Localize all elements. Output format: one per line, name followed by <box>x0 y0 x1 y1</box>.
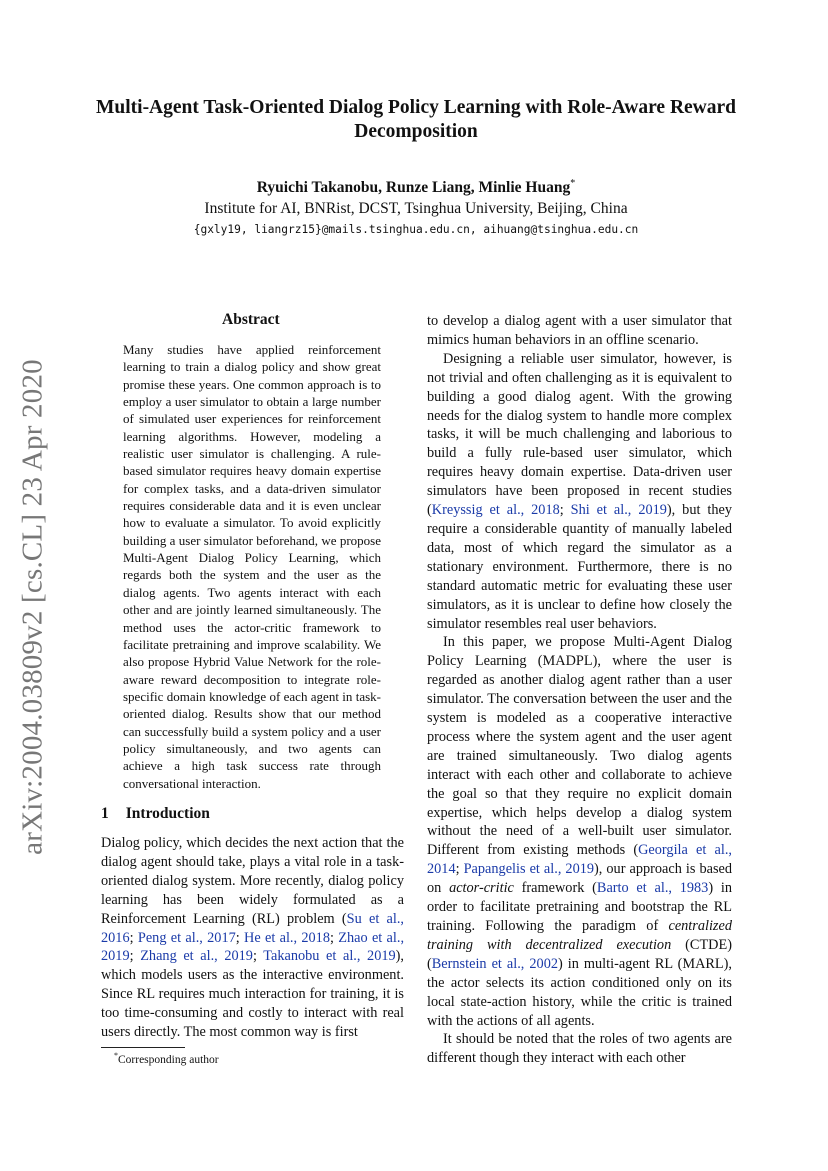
citation-link[interactable]: Papangelis et al., 2019 <box>463 861 595 878</box>
paragraph-text: In this paper, we propose Multi-Agent Dialog Policy Learning (MADPL), where the user is regarded as another dialog agent rather than a user simulator. The conversation between the user and the system is modeled as a cooperative interactive process where the system agent and the user agent are trained simultaneously. Two dialog agents interact with each other and collaborate to achieve the goal so that they require no explicit domain expertise, which helps develop a dialog system without the need of a well-built user simulator. Different from existing methods ( <box>427 634 732 859</box>
paper-title: Multi-Agent Task-Oriented Dialog Policy Learning with Role-Aware Reward Decomposition <box>95 97 737 142</box>
citation-link[interactable]: Kreyssig et al., 2018 <box>431 502 560 519</box>
paragraph-text: Designing a reliable user simulator, however, is not trivial and often challenging as it is equivalent to building a good dialog agent. With the growing needs for the dialog system to handle more complex tasks, it will be much challenging and laborious to build a fully rule-based user simulator, which requires heavy domain expertise. Data-driven user simulators have been proposed in recent studies ( <box>427 350 732 519</box>
citation-link[interactable]: He et al., 2018 <box>244 929 330 946</box>
citation-link[interactable]: Su et al., 2016 <box>101 910 404 946</box>
right-paragraph-0: to develop a dialog agent with a user simulator that mimics human behaviors in an offline scenario. <box>427 313 732 348</box>
author-affiliation: Institute for AI, BNRist, DCST, Tsinghua University, Beijing, China <box>204 200 628 217</box>
paragraph-text: ) in multi-agent RL (MARL), the actor selects its action conditioned only on its local state-action history, while the critic is trained with the actions of all agents. <box>427 955 732 1029</box>
paragraph-text: Dialog policy, which decides the next action that the dialog agent should take, plays a vital role in a task-oriented dialog system. More recently, dialog policy learning has been widely formulated as a Reinforcement Learning (RL) problem ( <box>101 835 404 927</box>
citation-link[interactable]: Barto et al., 1983 <box>596 880 709 897</box>
footnote <box>114 1051 219 1066</box>
citation-link[interactable]: Georgila et al., 2014 <box>427 842 732 878</box>
paragraph-text: ), our approach is based on <box>427 861 733 897</box>
citation-link[interactable]: Takanobu et al., 2019 <box>263 948 396 965</box>
citation-link[interactable]: Zhao et al., 2019 <box>101 929 405 965</box>
emphasized-term: centralized training with decentralized execution <box>427 918 732 953</box>
author-list <box>90 178 742 197</box>
paragraph-text: framework ( <box>513 880 597 897</box>
citation-link[interactable]: Zhang et al., 2019 <box>140 948 253 965</box>
arxiv-identifier-stamp <box>8 359 58 855</box>
corresponding-author-mark: * <box>570 178 576 189</box>
author-emails: {gxly19, liangrz15}@mails.tsinghua.edu.cn, aihuang@tsinghua.edu.cn <box>193 223 639 236</box>
emphasized-term: actor-critic <box>449 880 514 897</box>
paragraph-text: ), which models users as the interactive environment. Since RL requires much interaction for training, it is too time-consuming and costly to interact with real users directly. The most common way is first <box>101 948 404 1041</box>
citation-link[interactable]: Shi et al., 2019 <box>570 502 667 519</box>
citation-link[interactable]: Peng et al., 2017 <box>137 929 236 946</box>
paragraph-text: ) in order to facilitate pretraining and bootstrap the RL training. Following the paradigm of <box>427 880 732 934</box>
section-number: 1 <box>101 805 109 822</box>
abstract-heading: Abstract <box>222 311 280 328</box>
footnote-text: Corresponding author <box>118 1053 219 1066</box>
abstract-body: Many studies have applied reinforcement learning to train a dialog policy and show great promise these years. One common approach is to employ a user simulator to obtain a large number of simulated user experiences for reinforcement learning algorithms. However, modeling a realistic user simulator is challenging. A rule-based simulator requires heavy domain expertise for complex tasks, and a data-driven simulator requires considerable data and it is even unclear how to evaluate a simulator. To avoid explicitly building a user simulator beforehand, we propose Multi-Agent Dialog Policy Learning, which regards both the system and the user as the dialog agents. Two agents interact with each other and are jointly learned simultaneously. The method uses the actor-critic framework to facilitate pretraining and improve scalability. We also propose Hybrid Value Network for the role-aware reward decomposition to integrate role-specific domain knowledge of each agent in task-oriented dialog. Results show that our method can successfully build a system policy and a user policy simultaneously, and two agents can achieve a high task success rate through conversational interaction. <box>123 342 381 791</box>
citation-link[interactable]: Bernstein et al., 2002 <box>431 955 558 972</box>
right-paragraph-3: It should be noted that the roles of two agents are different though they interact with each other <box>427 1031 732 1067</box>
author-names: Ryuichi Takanobu, Runze Liang, Minlie Huang <box>256 179 571 197</box>
section-title: Introduction <box>125 805 210 822</box>
right-paragraph-1: Designing a reliable user simulator, however, is not trivial and often challenging as it is equivalent to building a good dialog agent. With the growing needs for the dialog system to handle more complex tasks, it will be much challenging and laborious to build a fully rule-based user simulator, which requires heavy domain expertise. Data-driven user simulators have been proposed in recent studies (Kreyssig et al., 2018; Shi et al., 2019), but they require a considerable quantity of manually labeled data, most of which regard the simulator as a stationary environment. Furthermore, there is no standard automatic metric for evaluating these user simulators, as it is unclear to define how closely the simulator resembles real user behaviors. <box>427 350 732 632</box>
paragraph-text: ), but they require a considerable quantity of manually labeled data, most of which regard the simulator as a stationary environment. Furthermore, there is no standard automatic metric for evaluating these user simulators, as it is unclear to define how closely the simulator resembles real user behaviors. <box>427 502 732 632</box>
footnote-mark: * <box>114 1051 118 1060</box>
arxiv-identifier-text: arXiv:2004.03809v2 [cs.CL] 23 Apr 2020 <box>16 359 49 855</box>
footnote-rule <box>101 1047 185 1048</box>
introduction-paragraph-1: Dialog policy, which decides the next action that the dialog agent should take, plays a vital role in a task-oriented dialog system. More recently, dialog policy learning has been widely formulated as a Reinforcement Learning (RL) problem (Su et al., 2016; Peng et al., 2017; He et al., 2018; Zhao et al., 2019; Zhang et al., 2019; Takanobu et al., 2019), which models users as the interactive environment. Since RL requires much interaction for training, it is too time-consuming and costly to interact with real users directly. The most common way is first <box>101 835 405 1041</box>
introduction-heading <box>101 805 210 823</box>
right-paragraph-2: In this paper, we propose Multi-Agent Dialog Policy Learning (MADPL), where the user is regarded as another dialog agent rather than a user simulator. The conversation between the user and the system is modeled as a cooperative interactive process where the system agent and the user agent are trained simultaneously. Two dialog agents interact with each other and collaborate to achieve the goal so that they require no explicit domain expertise, which helps develop a dialog system without the need of a well-built user simulator. Different from existing methods (Georgila et al., 2014; Papangelis et al., 2019), our approach is based on actor-critic framework (Barto et al., 1983) in order to facilitate pretraining and bootstrap the RL training. Following the paradigm of centralized training with decentralized execution (CTDE) (Bernstein et al., 2002) in multi-agent RL (MARL), the actor selects its action conditioned only on its local state-action history, while the critic is trained with the actions of all agents. <box>427 634 733 1029</box>
right-column <box>427 312 732 1068</box>
paragraph-text: (CTDE) ( <box>427 936 732 972</box>
